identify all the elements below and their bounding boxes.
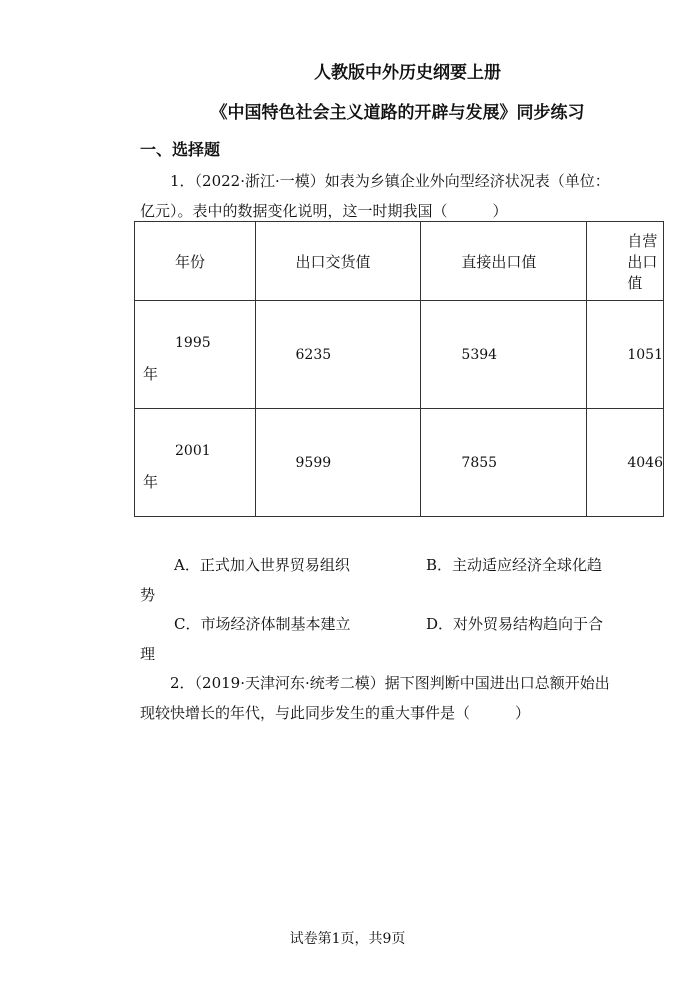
table-cell: 5394 xyxy=(421,301,587,409)
year-number: 2001 xyxy=(175,443,211,459)
question-1-stem: 1．（2022·浙江·一模）如表为乡镇企业外向型经济状况表（单位：亿元）。表中的数据变化说明，这一时期我国（ ） xyxy=(140,172,610,220)
table-year-cell xyxy=(135,301,256,409)
section-heading: 一、选择题 xyxy=(140,140,221,159)
table-header-cell: 年份 xyxy=(135,222,256,301)
table-header-cell: 直接出口值 xyxy=(421,222,587,301)
document-title: 人教版中外历史纲要上册 xyxy=(314,63,501,83)
table-cell: 1051 xyxy=(587,301,664,409)
option-d-wrap: 理 xyxy=(140,645,156,663)
option-c[interactable]: C．市场经济体制基本建立 xyxy=(174,615,351,633)
option-b-wrap: 势 xyxy=(140,586,156,604)
table-year-cell xyxy=(135,409,256,517)
table-cell: 7855 xyxy=(421,409,587,517)
table-cell: 6235 xyxy=(255,301,421,409)
table-header-cell: 出口交货值 xyxy=(255,222,421,301)
data-table xyxy=(134,221,664,517)
year-number: 1995 xyxy=(175,335,211,351)
option-d[interactable]: D．对外贸易结构趋向于合 xyxy=(426,615,604,633)
year-unit: 年 xyxy=(143,473,159,491)
document-subtitle: 《中国特色社会主义道路的开辟与发展》同步练习 xyxy=(210,103,585,123)
year-unit: 年 xyxy=(143,365,159,383)
table-row xyxy=(135,409,664,517)
question-2-stem: 2．（2019·天津河东·统考二模）据下图判断中国进出口总额开始出现较快增长的年代，与此同步发生的重大事件是（ ） xyxy=(140,674,610,722)
table-header-row xyxy=(135,222,664,301)
option-b[interactable]: B．主动适应经济全球化趋 xyxy=(426,556,603,574)
option-a[interactable]: A．正式加入世界贸易组织 xyxy=(174,556,350,574)
table-cell: 9599 xyxy=(255,409,421,517)
table-row xyxy=(135,301,664,409)
page-footer: 试卷第1页，共9页 xyxy=(289,931,406,947)
table-header-cell: 自营出口值 xyxy=(587,222,664,301)
table-cell: 4046 xyxy=(587,409,664,517)
